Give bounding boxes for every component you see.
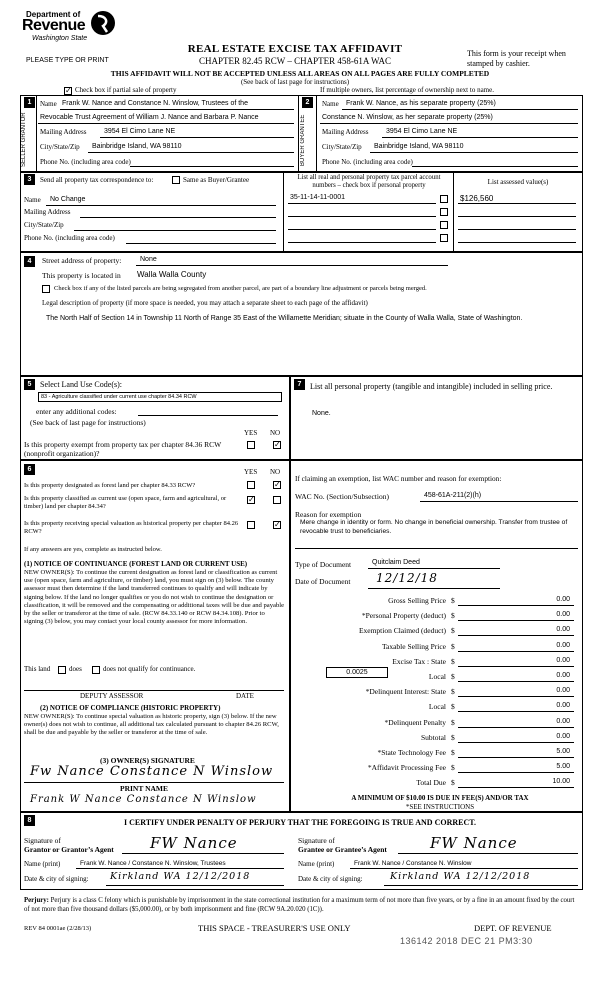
tax-row-value[interactable]: 5.00 bbox=[556, 763, 570, 770]
section-5-number: 5 bbox=[24, 379, 35, 390]
street-address[interactable]: None bbox=[140, 256, 157, 263]
forest-no-checkbox[interactable]: ✓ bbox=[274, 480, 281, 489]
owner-signature-hand[interactable]: Fw Nance Constance N Winslow bbox=[30, 764, 274, 779]
historic-no-checkbox[interactable]: ✓ bbox=[274, 520, 281, 529]
tax-row-value[interactable]: 0.00 bbox=[556, 611, 570, 618]
tax-row-value[interactable]: 10.00 bbox=[552, 778, 570, 785]
logo-state: Washington State bbox=[32, 35, 88, 42]
exemption-claim-label: If claiming an exemption, list WAC number and reason for exemption: bbox=[295, 474, 502, 483]
tax-row-label: Gross Selling Price bbox=[388, 596, 446, 605]
tax-row-value[interactable]: 0.00 bbox=[556, 672, 570, 679]
perjury-label: Perjury: bbox=[24, 897, 49, 904]
notice-compliance-text: NEW OWNER(S): To continue special valuation as historic property, sign (3) below. If the new owner(s) does not wish to continue, all additional tax calculated pursuant to chapter 84.26 RCW, shall be due and payable by the seller or transferor at the time of sale. bbox=[24, 713, 279, 737]
s3-city-label: City/State/Zip bbox=[24, 221, 64, 229]
tax-row-value[interactable]: 0.00 bbox=[556, 702, 570, 709]
minimum-fee-note: A MINIMUM OF $10.00 IS DUE IN FEE(S) AND/OR TAX bbox=[351, 794, 529, 802]
land-does-not-label: does not qualify for continuance. bbox=[103, 665, 196, 673]
grantor-date-city-label: Date & city of signing: bbox=[24, 875, 89, 883]
print-note: PLEASE TYPE OR PRINT bbox=[26, 57, 109, 64]
doc-type[interactable]: Quitclaim Deed bbox=[372, 559, 420, 566]
grantee-name-label: Name (print) bbox=[298, 860, 335, 868]
tax-row-value[interactable]: 0.00 bbox=[556, 657, 570, 664]
tax-row-label: *State Technology Fee bbox=[377, 748, 446, 757]
section-3-number: 3 bbox=[24, 174, 35, 185]
tax-row-label: *Affidavit Processing Fee bbox=[367, 763, 446, 772]
buyer-name-line2[interactable]: Constance N. Winslow, as her separate property (25%) bbox=[322, 114, 493, 121]
section-2-number: 2 bbox=[302, 97, 313, 108]
form-title: REAL ESTATE EXCISE TAX AFFIDAVIT bbox=[187, 43, 403, 55]
seller-phone-label: Phone No. (including area code) bbox=[40, 158, 131, 166]
doc-type-label: Type of Document bbox=[295, 560, 352, 569]
tax-row-label: Local bbox=[428, 672, 446, 681]
grantee-sig-label-2: Grantee or Grantee’s Agent bbox=[298, 845, 387, 854]
form-chapter: CHAPTER 82.45 RCW – CHAPTER 458-61A WAC bbox=[199, 56, 391, 66]
tax-row-label: Subtotal bbox=[420, 733, 446, 742]
current-use-no-checkbox[interactable] bbox=[273, 496, 281, 504]
tax-row-label: *Personal Property (deduct) bbox=[361, 611, 446, 620]
tax-row-value[interactable]: 0.00 bbox=[556, 733, 570, 740]
notice-continuance-text: NEW OWNER(S): To continue the current designation as forest land or classification as current use (open space, farm and agriculture, or timber) land, you must sign on (3) below. The county assessor must then determine if the land transferred continues to qualify and will indicate by signing below. If the land no longer qualifies or you do not wish to continue the designation or classification, it will be removed and the compensating or additional taxes will be due and payable by the seller or transferor at the time of sale. (RCW 84.33.140 or RCW 84.34.108). Prior to signing (3) below, you may contact your local county assessor for more information. bbox=[24, 569, 285, 626]
if-yes-note: If any answers are yes, complete as instructed below. bbox=[24, 546, 162, 553]
seller-city-label: City/State/Zip bbox=[40, 143, 80, 151]
tax-row-dollar: $ bbox=[451, 657, 455, 666]
s3-name[interactable]: No Change bbox=[50, 196, 86, 203]
seller-mailing-label: Mailing Address bbox=[40, 128, 87, 136]
partial-sale-checkbox[interactable]: ✓ bbox=[65, 86, 72, 95]
s3-phone-label: Phone No. (including area code) bbox=[24, 234, 115, 242]
current-use-yes-checkbox[interactable]: ✓ bbox=[248, 495, 255, 504]
tax-row-dollar: $ bbox=[451, 763, 455, 772]
legal-label: Legal description of property (if more space is needed, you may attach a separate sheet to each page of the affidavit) bbox=[42, 299, 368, 307]
tax-row-dollar: $ bbox=[451, 748, 455, 757]
parcel-number[interactable]: 35-11-14-11-0001 bbox=[290, 194, 346, 201]
s6-no: NO bbox=[270, 468, 281, 476]
s6-yes: YES bbox=[244, 468, 258, 476]
logo-revenue: Revenue bbox=[22, 17, 86, 34]
buyer-phone-label: Phone No. (including area code) bbox=[322, 158, 413, 166]
dor-logo-icon bbox=[90, 10, 116, 36]
tax-row-value[interactable]: 5.00 bbox=[556, 748, 570, 755]
perjury-statement bbox=[24, 896, 580, 914]
partial-sale-label: Check box if partial sale of property bbox=[75, 86, 177, 94]
dept-revenue-footer: DEPT. OF REVENUE bbox=[474, 923, 552, 933]
s5-no: NO bbox=[270, 429, 281, 437]
parcel-2-personal-checkbox[interactable] bbox=[440, 208, 448, 216]
parcel-4-personal-checkbox[interactable] bbox=[440, 234, 448, 242]
same-as-buyer-label: Same as Buyer/Grantee bbox=[183, 176, 250, 184]
receipt-note: This form is your receipt when stamped by cashier. bbox=[467, 49, 566, 68]
seller-grantor-label: SELLER GRANTOR bbox=[21, 112, 27, 168]
owner-signature-label: (3) OWNER(S) SIGNATURE bbox=[100, 756, 195, 765]
grantor-sig-label-2: Grantor or Grantor’s Agent bbox=[24, 845, 114, 854]
certify-statement: I CERTIFY UNDER PENALTY OF PERJURY THAT THE FOREGOING IS TRUE AND CORRECT. bbox=[123, 818, 476, 827]
doc-date[interactable]: 12/12/18 bbox=[376, 571, 438, 585]
buyer-name-line1[interactable]: Frank W. Nance, as his separate property (25%) bbox=[346, 100, 496, 107]
notice-compliance-title: (2) NOTICE OF COMPLIANCE (HISTORIC PROPERTY) bbox=[40, 704, 221, 712]
parcel-header: List all real and personal property tax parcel account numbers – check box if personal property bbox=[297, 174, 441, 189]
seller-name-line2[interactable]: Revocable Trust Agreement of William J. Nance and Barbara P. Nance bbox=[40, 114, 259, 121]
section-6-number: 6 bbox=[24, 464, 35, 475]
buyer-city[interactable]: Bainbridge Island, WA 98110 bbox=[374, 143, 464, 150]
personal-property-label: List all personal property (tangible and intangible) included in selling price. bbox=[310, 382, 553, 391]
grantee-name-print[interactable]: Frank W. Nance / Constance N. Winslow bbox=[354, 860, 472, 867]
tax-row-dollar: $ bbox=[451, 687, 455, 696]
grantor-sig-label-1: Signature of bbox=[24, 836, 61, 845]
tax-row-label: *Delinquent Penalty bbox=[384, 718, 446, 727]
buyer-city-label: City/State/Zip bbox=[322, 143, 362, 151]
historic-yes-checkbox[interactable] bbox=[247, 521, 255, 529]
reason-text[interactable]: Mere change in identity or form. No change in beneficial ownership. Transfer from trustee of revocable trust to beneficiaries. bbox=[300, 519, 568, 535]
section-7-number: 7 bbox=[294, 379, 305, 390]
tax-row-value[interactable]: 0.00 bbox=[556, 596, 570, 603]
wac-number[interactable]: 458-61A-211(2)(h) bbox=[424, 492, 482, 499]
dor-logo bbox=[18, 10, 133, 48]
buyer-name-label: Name bbox=[322, 100, 339, 108]
parcel-1-personal-checkbox[interactable] bbox=[440, 195, 448, 203]
tax-row-value[interactable]: 0.00 bbox=[556, 687, 570, 694]
land-does-not-checkbox[interactable] bbox=[92, 666, 100, 674]
treasurer-space: THIS SPACE - TREASURER'S USE ONLY bbox=[198, 923, 351, 933]
see-instructions-note: *SEE INSTRUCTIONS bbox=[405, 803, 475, 811]
grantor-date-city[interactable]: Kirkland WA 12/12/2018 bbox=[110, 871, 251, 882]
buyer-mailing-label: Mailing Address bbox=[322, 128, 369, 136]
same-as-buyer-checkbox[interactable] bbox=[172, 176, 180, 184]
tax-row-value[interactable]: 0.00 bbox=[556, 626, 570, 633]
tax-row-dollar: $ bbox=[451, 733, 455, 742]
legal-description[interactable]: The North Half of Section 14 in Township 11 North of Range 35 East of the Willamette Meridian; situate in the County of Walla Walla, State of Washington. bbox=[46, 315, 523, 322]
logo-dept-line: Department of bbox=[26, 10, 81, 19]
segregated-label: Check box if any of the listed parcels are being segregated from another parcel, are part of a boundary line adjustment or parcels being merged. bbox=[54, 285, 427, 292]
seller-name-label: Name bbox=[40, 100, 57, 108]
land-does-label: does bbox=[69, 665, 82, 673]
s5-yes: YES bbox=[244, 429, 258, 437]
notice-continuance-title: (1) NOTICE OF CONTINUANCE (FOREST LAND OR CURRENT USE) bbox=[24, 560, 248, 568]
perjury-text: Perjury is a class C felony which is punishable by imprisonment in the state correctional institution for a maximum term of not more than five years, or by a fine in an amount fixed by the court of not more than five thousand dollars ($5,000.00), or by both imprisonment and fine (RCW 9A.20.020 (1C)). bbox=[24, 897, 575, 913]
section-4-number: 4 bbox=[24, 256, 35, 267]
acceptance-warning: THIS AFFIDAVIT WILL NOT BE ACCEPTED UNLESS ALL AREAS ON ALL PAGES ARE FULLY COMPLETED bbox=[110, 69, 490, 78]
tax-row-dollar: $ bbox=[451, 672, 455, 681]
revision-code: REV 84 0001ae (2/28/13) bbox=[24, 925, 92, 932]
tax-row-value[interactable]: 0.00 bbox=[556, 718, 570, 725]
buyer-grantee-label: BUYER GRANTEE bbox=[300, 114, 306, 166]
tax-row-dollar: $ bbox=[451, 642, 455, 651]
tax-row-dollar: $ bbox=[451, 596, 455, 605]
grantee-signature-hand[interactable]: FW Nance bbox=[430, 834, 518, 852]
exempt-yes-checkbox[interactable] bbox=[247, 441, 255, 449]
located-county[interactable]: Walla Walla County bbox=[137, 270, 207, 279]
cashier-stamp: 136142 2018 DEC 21 PM3:30 bbox=[400, 936, 533, 946]
seller-name-line1[interactable]: Frank W. Nance and Constance N. Winslow, Trustees of the bbox=[62, 100, 248, 107]
street-label: Street address of property: bbox=[42, 256, 122, 265]
grantor-name-print[interactable]: Frank W. Nance / Constance N. Winslow, Trustees bbox=[80, 860, 226, 867]
assessed-value[interactable]: $126,560 bbox=[460, 194, 494, 203]
s3-name-label: Name bbox=[24, 196, 41, 204]
grantor-name-label: Name (print) bbox=[24, 860, 61, 868]
s5-see-back: (See back of last page for instructions) bbox=[30, 418, 146, 427]
buyer-mailing[interactable]: 3954 El Cimo Lane NE bbox=[386, 128, 458, 135]
tax-row-label: Taxable Selling Price bbox=[381, 642, 446, 651]
seller-mailing[interactable]: 3954 El Cimo Lane NE bbox=[104, 128, 176, 135]
personal-property-value[interactable]: None. bbox=[312, 410, 331, 417]
additional-codes-label: enter any additional codes: bbox=[36, 407, 117, 416]
grantee-date-city[interactable]: Kirkland WA 12/12/2018 bbox=[390, 871, 531, 882]
land-does-checkbox[interactable] bbox=[58, 666, 66, 674]
local-rate-box[interactable]: 0.0025 bbox=[326, 667, 388, 678]
assessed-header: List assessed value(s) bbox=[487, 178, 549, 186]
grantor-signature-hand[interactable]: FW Nance bbox=[150, 834, 238, 852]
multiple-owners-note: If multiple owners, list percentage of ownership next to name. bbox=[320, 86, 494, 94]
grantee-date-city-label: Date & city of signing: bbox=[298, 875, 363, 883]
tax-row-dollar: $ bbox=[451, 702, 455, 711]
correspondence-label: Send all property tax correspondence to: bbox=[40, 176, 154, 184]
section-1-number: 1 bbox=[24, 97, 35, 108]
section-8-number: 8 bbox=[24, 815, 35, 826]
tax-row-dollar: $ bbox=[451, 778, 455, 787]
tax-row-dollar: $ bbox=[451, 718, 455, 727]
grantee-sig-label-1: Signature of bbox=[298, 836, 335, 845]
deputy-date-label: DATE bbox=[236, 692, 254, 700]
historic-question: Is this property receiving special valuation as historical property per chapter 84.26 RCW? bbox=[24, 520, 239, 535]
tax-row-dollar: $ bbox=[451, 611, 455, 620]
tax-row-label: *Delinquent Interest: State bbox=[365, 687, 446, 696]
exempt-no-checkbox[interactable]: ✓ bbox=[274, 440, 281, 449]
doc-date-label: Date of Document bbox=[295, 577, 351, 586]
print-name-hand[interactable]: Frank W Nance Constance N Winslow bbox=[30, 794, 257, 805]
tax-row-dollar: $ bbox=[451, 626, 455, 635]
reason-label: Reason for exemption bbox=[295, 510, 362, 519]
s3-mailing-label: Mailing Address bbox=[24, 208, 71, 216]
land-use-select[interactable]: 83 - Agriculture classified under current use chapter 84.34 RCW bbox=[38, 392, 282, 402]
tax-row-value[interactable]: 0.00 bbox=[556, 642, 570, 649]
tax-row-label: Total Due bbox=[416, 778, 446, 787]
exempt-question: Is this property exempt from property tax per chapter 84.36 RCW (nonprofit organization)? bbox=[24, 440, 222, 458]
see-back-note: (See back of last page for instructions) bbox=[240, 78, 350, 86]
this-land-label: This land bbox=[24, 665, 51, 673]
land-use-label: Select Land Use Code(s): bbox=[40, 380, 122, 389]
located-label: This property is located in bbox=[42, 271, 121, 280]
tax-row-label: Local bbox=[428, 702, 446, 711]
current-use-question: Is this property classified as current use (open space, farm and agricultural, or timber) land per chapter 84.34? bbox=[24, 495, 227, 510]
tax-row-label: Excise Tax : State bbox=[392, 657, 446, 666]
deputy-assessor-label: DEPUTY ASSESSOR bbox=[80, 692, 144, 700]
forest-question: Is this property designated as forest land per chapter 84.33 RCW? bbox=[24, 482, 196, 489]
tax-row-label: Exemption Claimed (deduct) bbox=[358, 626, 446, 635]
wac-label: WAC No. (Section/Subsection) bbox=[295, 492, 389, 501]
forest-yes-checkbox[interactable] bbox=[247, 481, 255, 489]
seller-city[interactable]: Bainbridge Island, WA 98110 bbox=[92, 143, 182, 150]
parcel-3-personal-checkbox[interactable] bbox=[440, 221, 448, 229]
segregated-checkbox[interactable] bbox=[42, 285, 50, 293]
print-name-label: PRINT NAME bbox=[120, 784, 168, 793]
